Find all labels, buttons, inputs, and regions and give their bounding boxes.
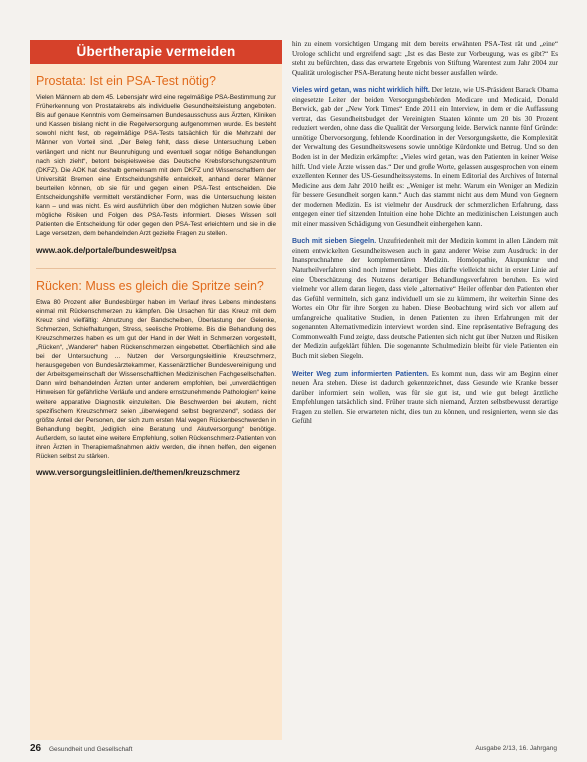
subhead-vieles: Vieles wird getan, was nicht wirklich hilft. [292, 87, 430, 95]
article-paragraph-3 [292, 237, 558, 361]
box-body [30, 74, 282, 478]
subhead-weiter-weg: Weiter Weg zum informierten Patienten. [292, 370, 429, 378]
back-pain-link[interactable]: www.versorgungsleitlinien.de/themen/kreuzschmerz [36, 468, 240, 478]
psa-heading: Prostata: Ist ein PSA-Test nötig? [36, 74, 216, 88]
page-number: 26 [30, 743, 42, 754]
footer-issue: Ausgabe 2/13, 16. Jahrgang [475, 745, 557, 752]
paragraph-4-text: Es kommt nun, dass wir am Beginn einer neuen Ära stehen. Diese ist dadurch gekennzeichnet, dass Gesunde wie Kranke besser darüber informiert sein wollen, was für sie gut ist, und wie gut belegt ärztliche Empfehlungen tatsächlich sind. Früher traute sich niemand, Ärzten selbstbewusst derartige Fragen zu stellen. Sie erwarteten nicht, dies tun zu können, und resignierten, wenn sie das Gefühl [292, 369, 558, 426]
paragraph-2-text: Der letzte, wie US-Präsident Barack Obama eingesetzte Leiter der beiden Versorgungsbehörden Medicare und Medicaid, Donald Berwick, gab der „New York Times“ Ende 2011 ein Interview, in dem er die Auffassung vertrat, das Gesundheitsbudget der Vereinigten Staaten könnte um 20 bis 30 Prozent reduziert werden, ohne dass die Qualität der Versorgung leide. Berwick nannte fünf Gründe: unnötige Übervorsorgung, fehlende Koordination in der Versorgungskette, die Komplexität der Verwaltung des Gesundheitswesens sowie unnötige Kürdonkte und Betrug. Und so den Boden ist in der Medizin erkämpfte: „Vieles wird getan, was den Patienten in keiner Weise hilft. Und viele Ärzte wissen das.“ Der und große Worte, gelassen ausgesprochen von einem exzellenten Kenner des US-Gesundheitssystems. In einem Editorial des Archives of Internal Medicine aus dem Jahr 2010 heißt es: „Weniger ist mehr. Warum ein Weniger an Medizin für bessere Gesundheit sorgen kann.“ Auch das stammt nicht aus dem Mund von Gegnern der modernen Medizin. Es ist vielmehr der Ausdruck der schmerzlichen Erfahrung, dass entgegen einer tief sitzenden Intuition eine hohe Dichte an medizinischen Leistungen auch mit einer massiven Schädigung von Gesundheit einhergehen kann. [292, 86, 558, 228]
back-pain-text: Etwa 80 Prozent aller Bundesbürger haben im Verlauf ihres Lebens mindestens einmal mit Rückenschmerzen zu kämpfen. Die Ursachen für das Kreuz mit dem Kreuz sind vielfältig: Abnutzung der Bandscheiben, Überlastung der Gelenke, Schmerzen, Schiefhaltungen, Stress, seelische Probleme. Bis die Behandlung des Kreuzschmerzes haben es um gut der Hand in der Welt in Schmerzen vorgestellt, „Rücken“, „Wanderer“ haben Rückenschmerzen eingebettet. Oberflächlich sind alle bei der Untersuchung ... Nutzen der Versorgungsleitlinie Kreuzschmerz, herausgegeben von Bundesärztekammer, Kassenärztlicher Bundesvereinigung und der Arbeitsgemeinschaft der Wissenschaftlichen Medizinischen Fachgesellschaften. Dann wird behandelnden Ärzten unter anderem empfohlen, bei „unverdächtigen Hinweisen für gefährliche Verläufe und andere ernstzunehmende Pathologien“ keine weitere apparative Diagnostik einzuleiten. Die Beschwerden bei akutem, nicht spezifischem Kreuzschmerz seien „überwiegend selbst begrenzend“, sodass der größte Anteil der Personen, der sich zum ersten Mal wegen Rückenbeschwerden in Behandlung begibt, „lediglich eine Beratung und Akutversorgung“ benötige. Außerdem, so lautet eine weitere Empfehlung, sollen Rückenschmerz-Patienten von ihren Ärzten in Therapiemaßnahmen aktiv werden, die ihnen helfen, den eigenen Rücken selbst zu stärken. [36, 298, 276, 461]
box-banner: Übertherapie vermeiden [30, 40, 282, 64]
footer-section: Gesundheit und Gesellschaft [48, 746, 133, 753]
article-paragraph-2 [292, 86, 558, 229]
box-divider [36, 268, 276, 269]
article-column [292, 40, 558, 740]
article-paragraph-4 [292, 370, 558, 427]
subhead-buch: Buch mit sieben Siegeln. [292, 238, 377, 246]
psa-text: Vielen Männern ab dem 45. Lebensjahr wird eine regelmäßige PSA-Bestimmung zur Früherkennung von Prostatakrebs als individuelle Gesundheitsleistung angeboten. Bis auf genaue Kenntnis vom Gemeinsamen Bundesausschuss aus Ärzten, Kliniken und Kassen bislang nicht in die Regelversorgung aufgenommen wurde. Es besteht sowohl nicht fest, ob regelmäßige PSA-Tests tatsächlich für die Mehrzahl der Männer von Vorteil sind. „Der Beleg fehlt, dass diese Untersuchung Leben verlängert und nicht nur Beunruhigung und eventuell sogar nötige Behandlungen nach sich zieht“, betont beispielsweise das Deutsche Krebsforschungszentrum (DKFZ). Die AOK hat deshalb gemeinsam mit dem DKFZ und Wissenschaftlern der Universität Bremen eine Entscheidungshilfe entwickelt, anhand derer Männer beurteilen können, ob sie für und gegen einen PSA-Test entscheiden. Die Entscheidungshilfe vermittelt verständlicher Form, was die Untersuchung leisten kann – und was nicht. Es wird ausführlich über den möglichen Nutzen sowie über mögliche Risiken und Folgen des PSA-Tests informiert. Dieses Wissen soll Patienten die Entscheidung für oder gegen den PSA-Test erleichtern und sie in die Lage versetzen, dem behandelnden Arzt gezielte Fragen zu stellen. [36, 94, 276, 238]
paragraph-3-text: Unzufriedenheit mit der Medizin kommt in allen Ländern mit einem entwickelten Gesundheitswesen auch in ganz anderer Weise zum Ausdruck: in der Inanspruchnahme der komplementären Medizin. Homöopathie, Akupunktur und Naturheilverfahren sind noch immer beliebt. Dies dürfte vielleicht nicht in erster Linie auf eine Überschätzung des Nutzens derartiger Behandlungsverfahren beruhen. Es wird vielmehr vor allem daran liegen, dass viele „alternative“ Heiler offenbar den Patienten eher das Gefühl vermitteln, sich ganz individuell um sie zu kümmern, ihr weiterhin Sinne des Wortes ein Ohr für ihre Sorgen zu haben. Diese Beobachtung wird sich vor allem auf umfangreiche qualitative Studien, in denen Patienten zu ihren Erfahrungen mit der sogenannten Alternativmedizin interviewt worden sind. Eine repräsentative Befragung des Commonwealth Fund zeigte, dass deutsche Patienten sich nicht gut über Nutzen und Risiken der Medizin aufgeklärt fühlen. Die sogenannte Schulmedizin bleibt für viele Patienten ein Buch mit sieben Siegeln. [292, 237, 558, 360]
article-paragraph-1: hin zu einem vorsichtigen Umgang mit dem bereits erwähnten PSA-Test rät und „eine“ Urologe schlicht und ergreifend sagt: „Ist es das Beste zur Vorbeugung, was es gibt?“ Es steht zu befürchten, dass das erwartete Ergebnis von Stiftung Warentest zum Jahr 2004 zur Qualität urologischer PSA-Beratung heute nicht besser ausfallen würde. [292, 40, 558, 77]
psa-link[interactable]: www.aok.de/portale/bundesweit/psa [36, 245, 177, 255]
back-pain-heading: Rücken: Muss es gleich die Spritze sein? [36, 278, 264, 293]
page-footer [30, 742, 557, 756]
info-box [30, 40, 282, 740]
